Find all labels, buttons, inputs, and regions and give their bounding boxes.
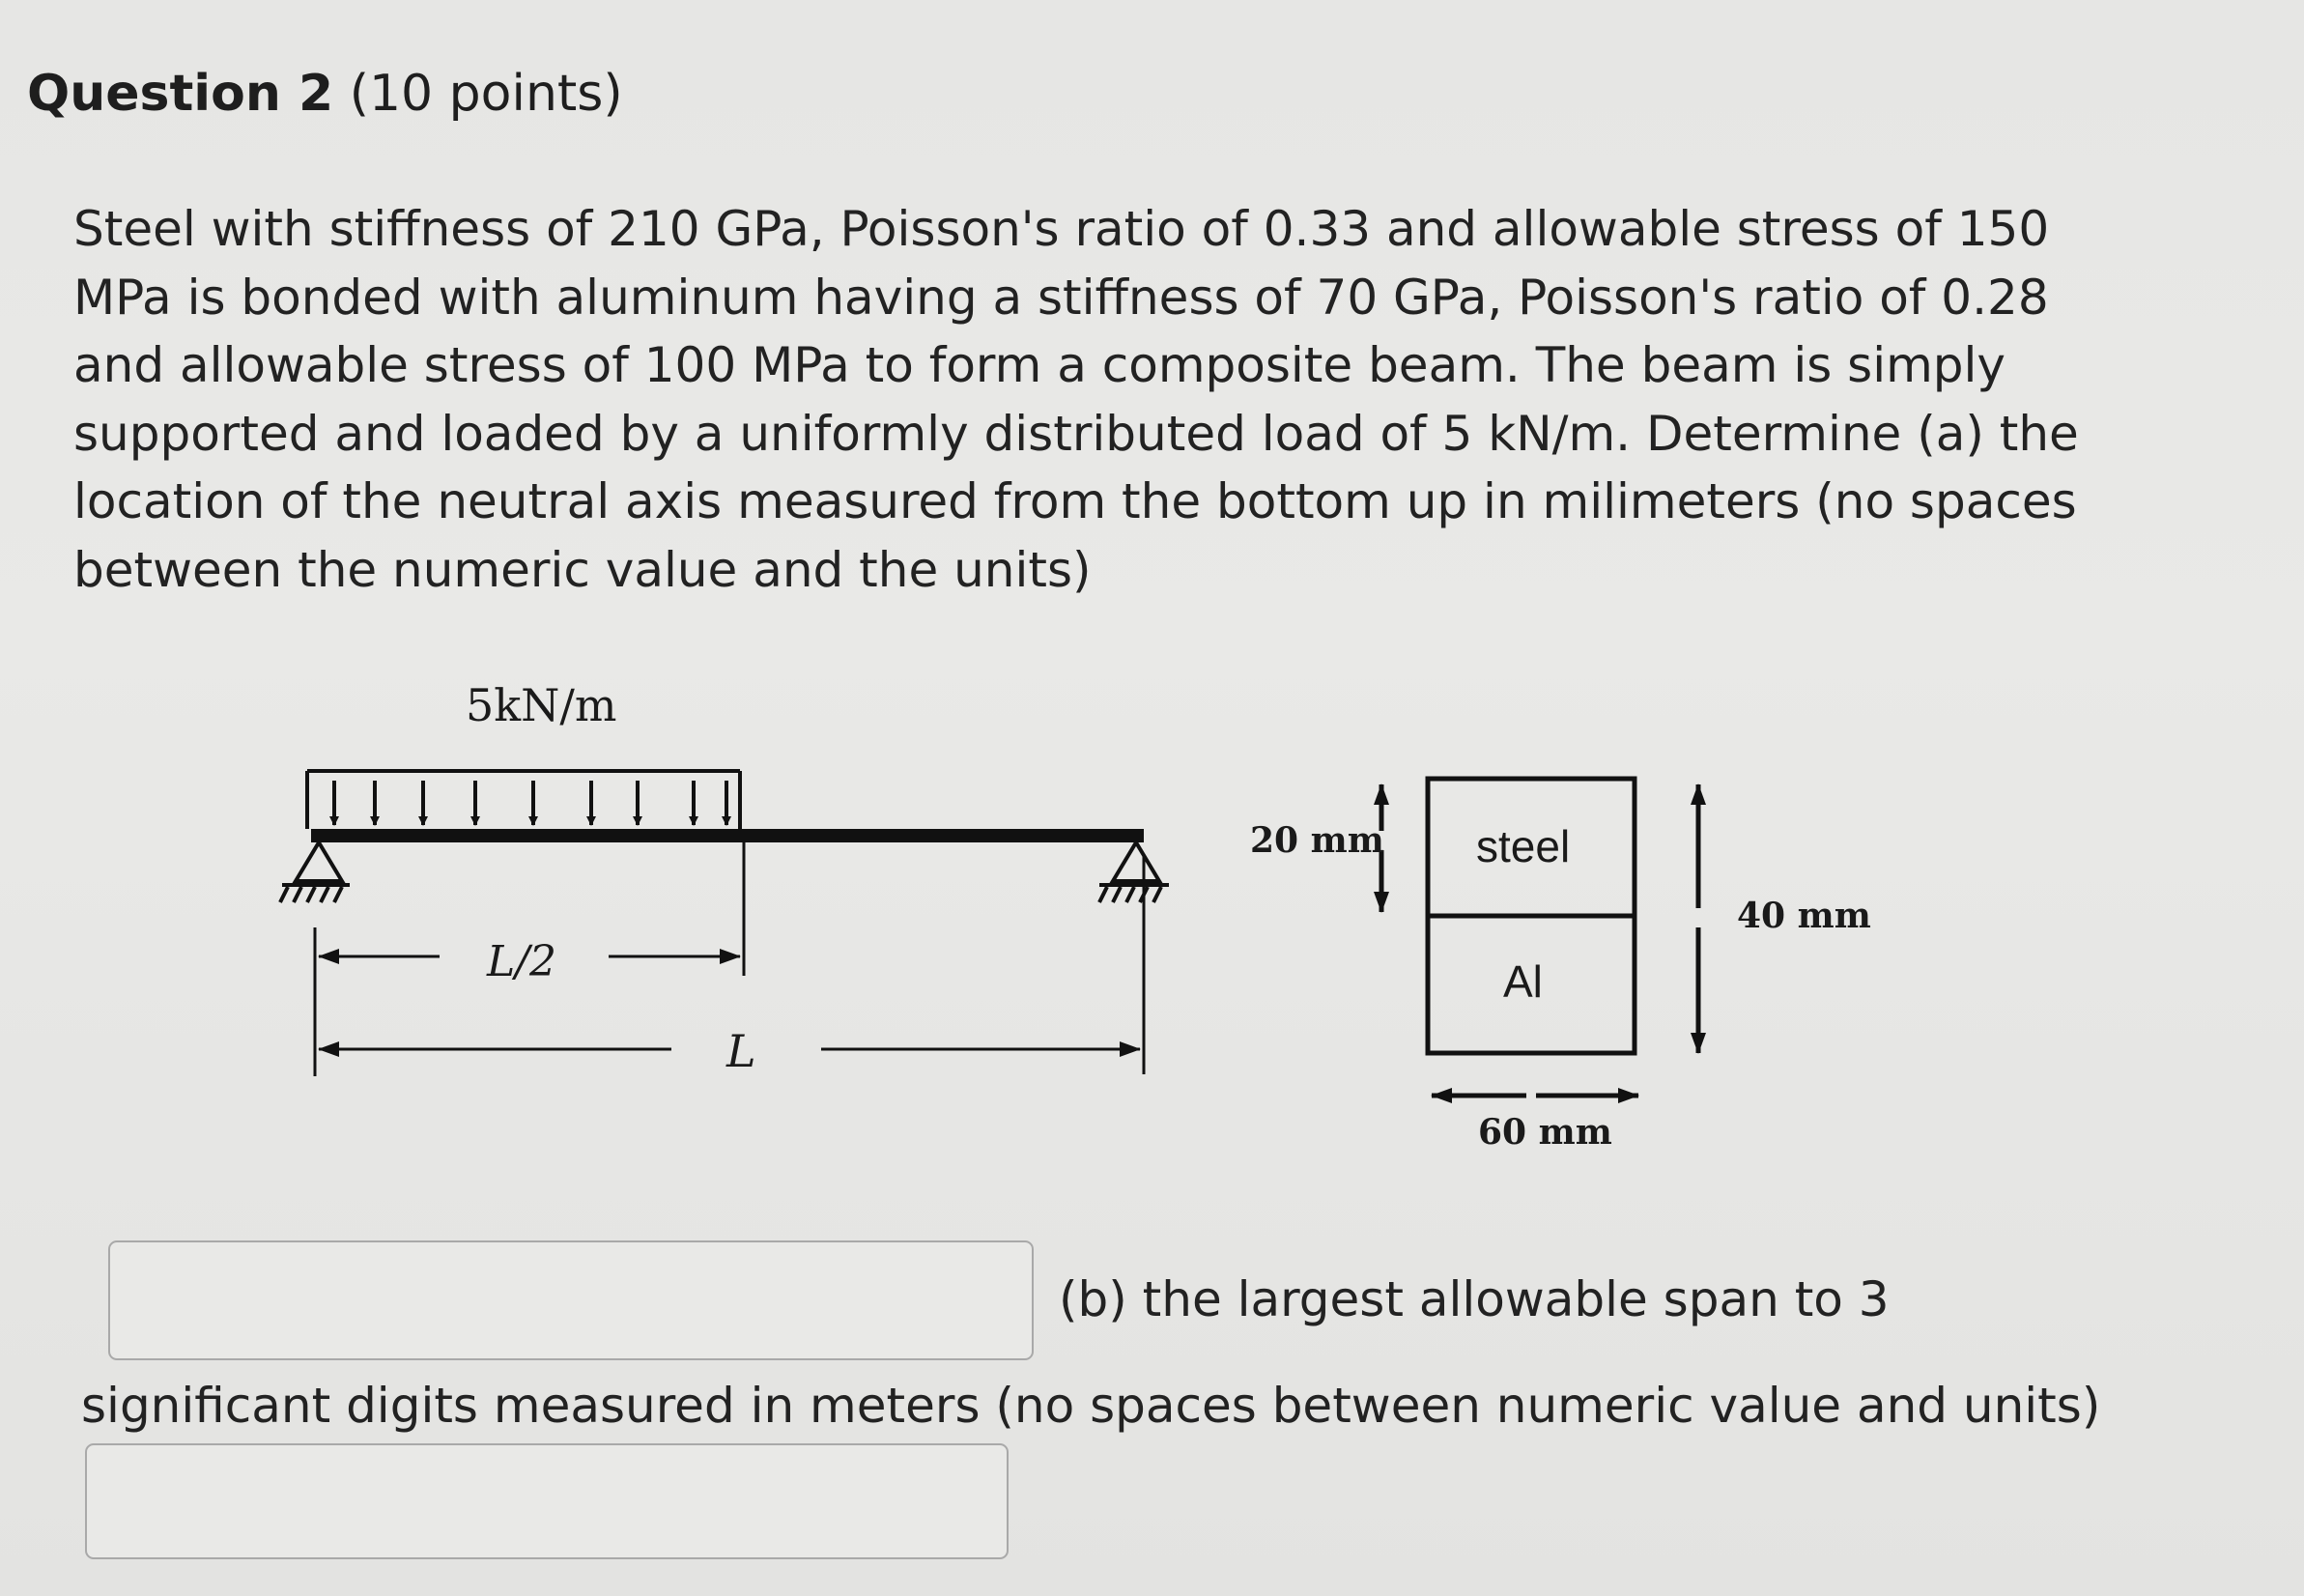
question-name: Question 2: [27, 65, 334, 123]
steel-height-label: 20 mm: [1250, 820, 1384, 861]
answer-b-input[interactable]: [85, 1443, 1009, 1559]
left-pin-support: [280, 842, 350, 902]
total-height-label: 40 mm: [1737, 896, 1871, 936]
distributed-load-label: 5kN/m: [466, 679, 617, 731]
part-b-text-line2: significant digits measured in meters (no spaces between numeric value and units): [81, 1378, 2101, 1434]
question-prompt: Steel with stiffness of 210 GPa, Poisson's ratio of 0.33 and allowable stress of 150 MPa is bonded with aluminum having a stiffness of 70 GPa, Poisson's ratio of 0.28 and allowable stress of 100 MPa to form a composite beam. The beam is simply supported and loaded by a uniformly distributed load of 5 kN/m. Determine (a) the location of the neutral axis measured from the bottom up in milimeters (no spaces between the numeric value and the units): [73, 201, 2079, 598]
part-b-text-line1: (b) the largest allowable span to 3: [1059, 1271, 1890, 1327]
right-pin-support: [1099, 842, 1169, 902]
aluminum-layer-label: Al: [1503, 956, 1543, 1007]
steel-layer-label: steel: [1476, 821, 1571, 871]
cross-section: [1428, 779, 1635, 1053]
answer-a-input[interactable]: [108, 1240, 1034, 1360]
width-label: 60 mm: [1478, 1112, 1612, 1153]
beam: [311, 829, 1144, 842]
distributed-load-arrows: [307, 771, 740, 829]
question-points: (10 points): [349, 65, 623, 123]
half-span-label: L/2: [487, 937, 557, 986]
span-label: L: [726, 1025, 756, 1077]
